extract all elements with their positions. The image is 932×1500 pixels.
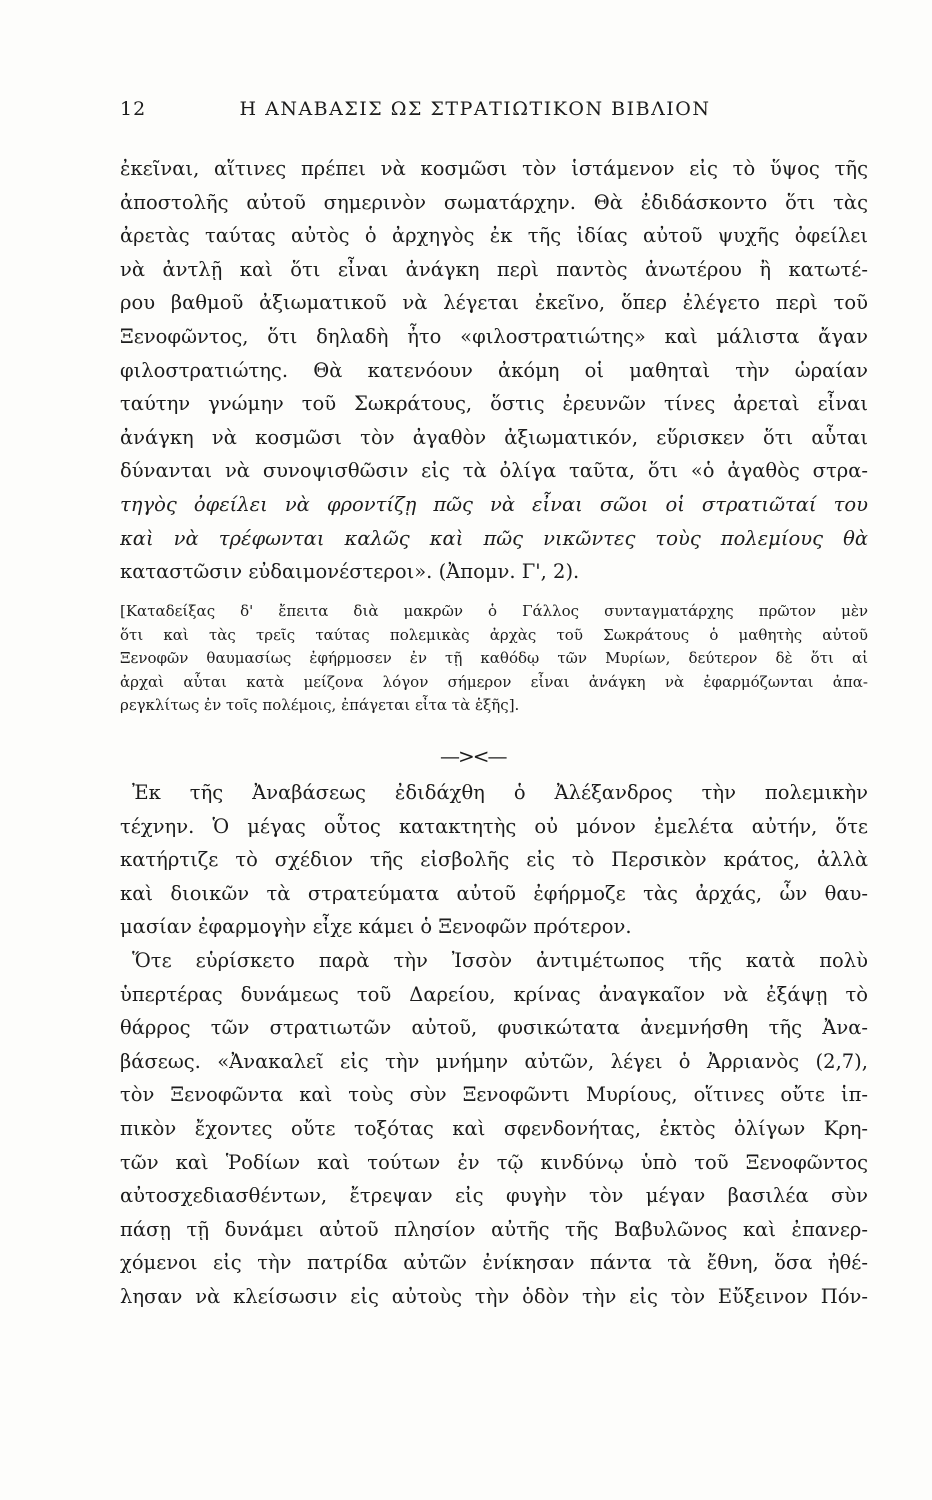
page-header xyxy=(120,98,770,120)
text-line: ρου βαθμοῦ ἀξιωματικοῦ νὰ λέγεται ἐκεῖνο, ὅπερ ἐλέγετο περὶ τοῦ xyxy=(120,291,868,315)
text-line: λησαν νὰ κλείσωσιν εἰς αὐτοὺς τὴν ὁδὸν τὴν εἰς τὸν Εὔξεινον Πόν- xyxy=(120,1284,868,1308)
text-line: Ἐκ τῆς Ἀναβάσεως ἐδιδάχθη ὁ Ἀλέξανδρος τὴν πολεμικὴν xyxy=(132,781,868,804)
text-line: Ὅτε εὑρίσκετο παρὰ τὴν Ἰσσὸν ἀντιμέτωπος τῆς κατὰ πολὺ xyxy=(132,948,868,972)
text-line: καταστῶσιν εὐδαιμονέστεροι». (Ἀπομν. Γ', 2). xyxy=(120,560,580,584)
running-head: Η ΑΝΑΒΑΣΙΣ ΩΣ ΣΤΡΑΤΙΩΤΙΚΟΝ ΒΙΒΛΙΟΝ xyxy=(239,98,711,120)
text-line: βάσεως. «Ἀνακαλεῖ εἰς τὴν μνήμην αὐτῶν, λέγει ὁ Ἀρριανὸς (2,7), xyxy=(120,1049,868,1073)
page-number: 12 xyxy=(120,98,147,120)
note-line: ρεγκλίτως ἐν τοῖς πολέμοις, ἐπάγεται εἶτα τὰ ἑξῆς]. xyxy=(120,696,520,714)
text-line: τῶν καὶ Ῥοδίων καὶ τούτων ἐν τῷ κινδύνῳ ὑπὸ τοῦ Ξενοφῶντος xyxy=(120,1150,868,1174)
text-line: ταύτην γνώμην τοῦ Σωκράτους, ὅστις ἐρευνῶν τίνες ἀρεταὶ εἶναι xyxy=(120,392,868,416)
text-line: καὶ νὰ τρέφωνται καλῶς καὶ πῶς νικῶντες τοὺς πολεμίους θὰ xyxy=(120,526,868,550)
text-line: αὐτοσχεδιασθέντων, ἔτρεψαν εἰς φυγὴν τὸν μέγαν βασιλέα σὺν xyxy=(120,1184,868,1208)
text-line: ἀρετὰς ταύτας αὐτὸς ὁ ἀρχηγὸς ἐκ τῆς ἰδίας αὐτοῦ ψυχῆς ὀφείλει xyxy=(120,224,868,248)
text-line: δύνανται νὰ συνοψισθῶσιν εἰς τὰ ὀλίγα ταῦτα, ὅτι «ὁ ἀγαθὸς στρα- xyxy=(120,459,868,483)
text-line: τέχνην. Ὁ μέγας οὗτος κατακτητὴς οὐ μόνον ἐμελέτα αὐτήν, ὅτε xyxy=(120,814,868,838)
text-line: ἀνάγκη νὰ κοσμῶσι τὸν ἀγαθὸν ἀξιωματικόν, εὕρισκεν ὅτι αὗται xyxy=(120,425,868,449)
bracketed-note xyxy=(120,600,868,718)
note-line: ἀρχαὶ αὗται κατὰ μείζονα λόγον σήμερον εἶναι ἀνάγκη νὰ ἐφαρμόζωνται ἀπα- xyxy=(120,672,868,691)
text-line: ἐκεῖναι, αἵτινες πρέπει νὰ κοσμῶσι τὸν ἱστάμενον εἰς τὸ ὕψος τῆς xyxy=(120,157,868,180)
text-line: κατήρτιζε τὸ σχέδιον τῆς εἰσβολῆς εἰς τὸ Περσικὸν κράτος, ἀλλὰ xyxy=(120,848,868,872)
text-line: πικὸν ἔχοντες οὔτε τοξότας καὶ σφενδονήτας, ἐκτὸς ὀλίγων Κρη- xyxy=(120,1116,868,1140)
text-line: μασίαν ἐφαρμογὴν εἶχε κάμει ὁ Ξενοφῶν πρότερον. xyxy=(120,915,632,939)
note-line: Ξενοφῶν θαυμασίως ἐφήρμοσεν ἐν τῇ καθόδῳ τῶν Μυρίων, δεύτερον δὲ ὅτι αἱ xyxy=(120,649,868,667)
text-line: Ξενοφῶντος, ὅτι δηλαδὴ ἦτο «φιλοστρατιώτης» καὶ μάλιστα ἄγαν xyxy=(120,324,868,348)
note-line: ὅτι καὶ τὰς τρεῖς ταύτας πολεμικὰς ἀρχὰς τοῦ Σωκράτους ὁ μαθητὴς αὐτοῦ xyxy=(120,625,868,644)
text-line: ἀποστολῆς αὐτοῦ σημερινὸν σωματάρχην. Θὰ ἐδιδάσκοντο ὅτι τὰς xyxy=(120,190,868,214)
text-line: ὑπερτέρας δυνάμεως τοῦ Δαρείου, κρίνας ἀναγκαῖον νὰ ἐξάψῃ τὸ xyxy=(120,982,868,1006)
text-line: τὸν Ξενοφῶντα καὶ τοὺς σὺν Ξενοφῶντι Μυρίους, οἵτινες οὔτε ἱπ- xyxy=(120,1083,868,1107)
text-line: θάρρος τῶν στρατιωτῶν αὐτοῦ, φυσικώτατα ἀνεμνήσθη τῆς Ἀνα- xyxy=(120,1016,868,1040)
text-line: πάσῃ τῇ δυνάμει αὐτοῦ πλησίον αὐτῆς τῆς Βαβυλῶνος καὶ ἐπανερ- xyxy=(120,1217,868,1241)
text-line: χόμενοι εἰς τὴν πατρίδα αὐτῶν ἐνίκησαν πάντα τὰ ἔθνη, ὅσα ἠθέ- xyxy=(120,1251,868,1275)
text-line: τηγὸς ὀφείλει νὰ φροντίζῃ πῶς νὰ εἶναι σῶοι οἱ στρατιῶταί του xyxy=(120,492,868,516)
note-line: [Καταδείξας δ' ἔπειτα διὰ μακρῶν ὁ Γάλλος συνταγματάρχης πρῶτον μὲν xyxy=(120,602,868,620)
main-paragraph-2 xyxy=(120,776,868,1314)
text-line: νὰ ἀντλῇ καὶ ὅτι εἶναι ἀνάγκη περὶ παντὸς ἀνωτέρου ἢ κατωτέ- xyxy=(120,257,868,281)
main-paragraph-1 xyxy=(120,152,868,589)
text-line: φιλοστρατιώτης. Θὰ κατενόουν ἀκόμη οἱ μαθηταὶ τὴν ὡραίαν xyxy=(120,358,868,382)
text-line: καὶ διοικῶν τὰ στρατεύματα αὐτοῦ ἐφήρμοζε τὰς ἀρχάς, ὧν θαυ- xyxy=(120,881,868,905)
section-ornament: —><— xyxy=(440,744,506,768)
